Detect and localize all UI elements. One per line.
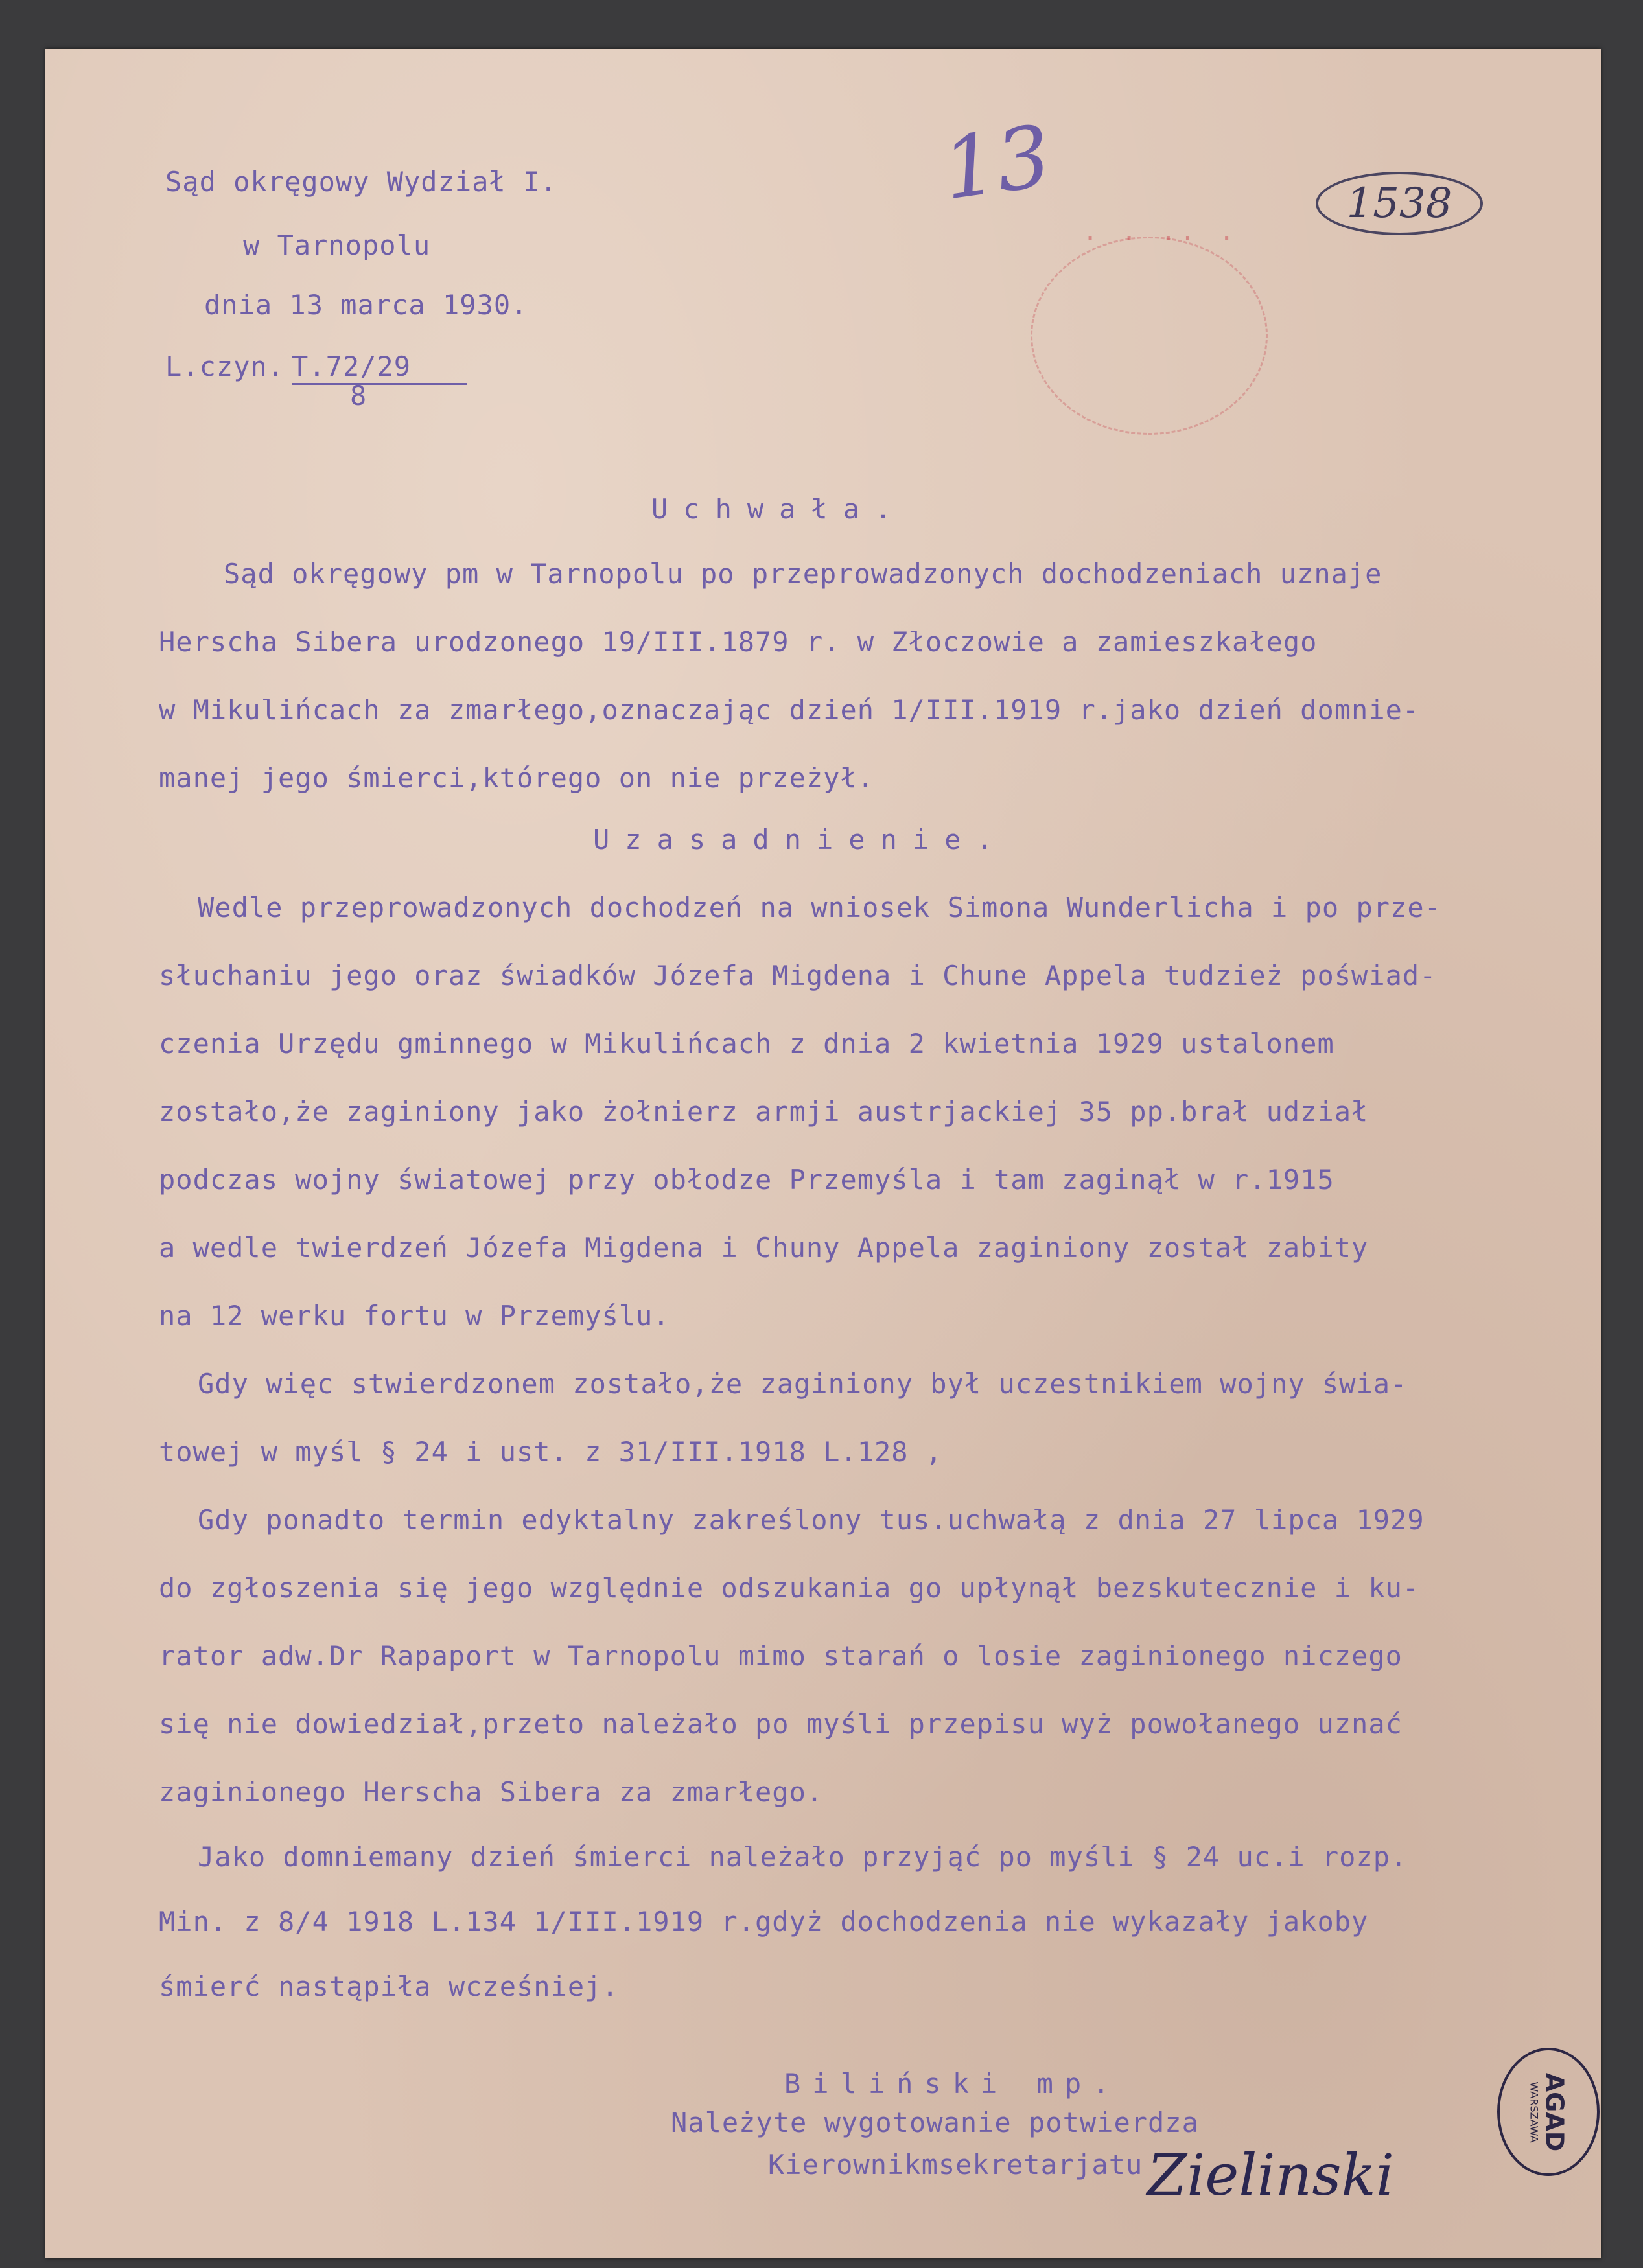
faded-red-stamp bbox=[1031, 237, 1268, 435]
justification-line: na 12 werku fortu w Przemyślu. bbox=[159, 1300, 670, 1332]
reference-number: T.72/29 bbox=[292, 353, 467, 385]
confirmation-text: Należyte wygotowanie potwierdza bbox=[671, 2107, 1199, 2138]
archive-seal-sub: WARSZAWA bbox=[1528, 2081, 1541, 2143]
resolution-title: Uchwała. bbox=[651, 493, 907, 525]
signatory: Biliński mp. bbox=[784, 2068, 1121, 2100]
circled-number: 1538 bbox=[1346, 179, 1452, 227]
justification-line: śmierć nastąpiła wcześniej. bbox=[159, 1971, 619, 2002]
justification-line: zostało,że zaginiony jako żołnierz armji austrjackiej 35 pp.brał udział bbox=[159, 1096, 1369, 1128]
justification-line: a wedle twierdzeń Józefa Migdena i Chuny Appela zaginiony został zabity bbox=[159, 1232, 1369, 1264]
justification-line: Gdy więc stwierdzonem zostało,że zaginiony był uczestnikiem wojny świa- bbox=[198, 1368, 1408, 1400]
justification-line: się nie dowiedział,przeto należało po myśli przepisu wyż powołanego uznać bbox=[159, 1708, 1403, 1740]
justification-line: zaginionego Herscha Sibera za zmarłego. bbox=[159, 1776, 824, 1808]
handwritten-number: 13 bbox=[937, 106, 1057, 219]
court-place: w Tarnopolu bbox=[243, 229, 431, 261]
resolution-line: w Mikulińcach za zmarłego,oznaczając dzień 1/III.1919 r.jako dzień domnie- bbox=[159, 694, 1420, 726]
document-page bbox=[45, 49, 1601, 2258]
reference-sub: 8 bbox=[350, 380, 367, 411]
justification-line: podczas wojny światowej przy obłodze Przemyśla i tam zaginął w r.1915 bbox=[159, 1164, 1334, 1196]
justification-line: słuchaniu jego oraz świadków Józefa Migdena i Chune Appela tudzież poświad- bbox=[159, 960, 1437, 991]
resolution-line: manej jego śmierci,którego on nie przeżył. bbox=[159, 762, 875, 794]
handwritten-signature: Zielinski bbox=[1147, 2142, 1394, 2208]
justification-line: czenia Urzędu gminnego w Mikulińcach z dnia 2 kwietnia 1929 ustalonem bbox=[159, 1028, 1334, 1059]
court-name: Sąd okręgowy Wydział I. bbox=[165, 166, 557, 198]
resolution-line: Sąd okręgowy pm w Tarnopolu po przeprowadzonych dochodzeniach uznaje bbox=[224, 558, 1382, 590]
office-text: Kierownikmsekretarjatu bbox=[768, 2149, 1143, 2181]
red-stamp-marks: · · ·· · bbox=[1082, 224, 1239, 253]
justification-line: rator adw.Dr Rapaport w Tarnopolu mimo starań o losie zaginionego niczego bbox=[159, 1640, 1403, 1672]
justification-line: Min. z 8/4 1918 L.134 1/III.1919 r.gdyż dochodzenia nie wykazały jakoby bbox=[159, 1906, 1369, 1938]
justification-line: Jako domniemany dzień śmierci należało przyjąć po myśli § 24 uc.i rozp. bbox=[198, 1841, 1408, 1873]
justification-line: towej w myśl § 24 i ust. z 31/III.1918 L.128 , bbox=[159, 1436, 943, 1468]
circled-number-stamp bbox=[1316, 172, 1483, 235]
justification-line: Gdy ponadto termin edyktalny zakreślony tus.uchwałą z dnia 27 lipca 1929 bbox=[198, 1504, 1425, 1536]
justification-title: Uzasadnienie. bbox=[593, 824, 1008, 855]
archive-seal-main: AGAD bbox=[1540, 2072, 1569, 2151]
reference-prefix: L.czyn. bbox=[165, 351, 285, 382]
resolution-line: Herscha Sibera urodzonego 19/III.1879 r. w Złoczowie a zamieszkałego bbox=[159, 626, 1318, 658]
justification-line: Wedle przeprowadzonych dochodzeń na wniosek Simona Wunderlicha i po prze- bbox=[198, 892, 1441, 923]
document-date: dnia 13 marca 1930. bbox=[204, 289, 528, 321]
archive-seal bbox=[1497, 2048, 1600, 2176]
justification-line: do zgłoszenia się jego względnie odszukania go upłynął bezskutecznie i ku- bbox=[159, 1572, 1420, 1604]
